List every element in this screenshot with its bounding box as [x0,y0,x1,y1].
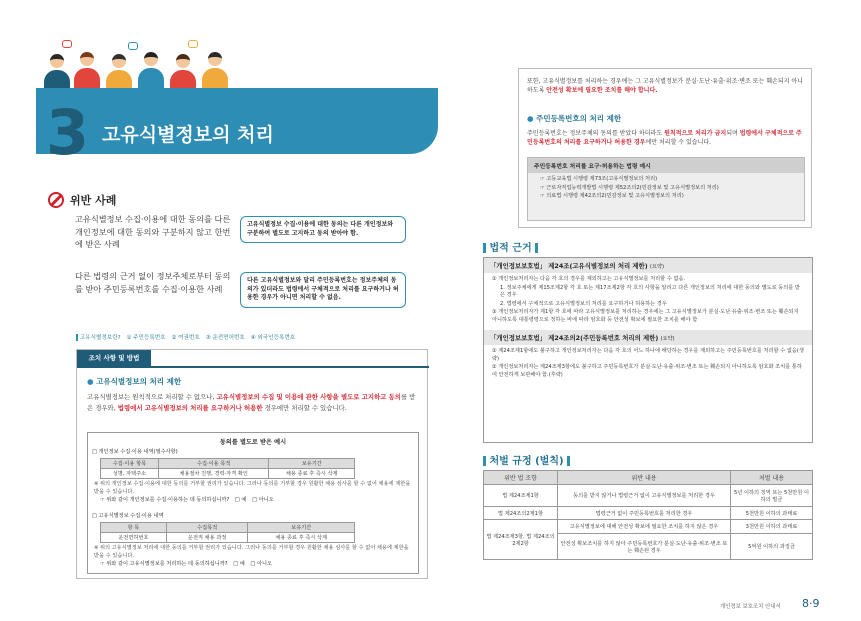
right-top-text: 또한, 고유식별정보를 처리하는 경우에는 그 고유식별정보가 분실·도난·유출·위조·변조 또는 훼손되지 아니하도록 [527,78,803,94]
right-top-subtitle: 주민등록번호의 처리 제한 [536,114,622,123]
footer-book-title: 개인정보 보호조치 안내서 [720,604,781,610]
form1-cell: 채용절차 진행, 경력·자격 확인 [158,469,269,479]
form1-question: ☞ 위와 같이 개인정보를 수집·이용하는 데 동의하십니까? [100,497,230,503]
form2-cell: 운전직 채용 과정 [166,533,248,543]
chapter-title: 고유식별정보의 처리 [102,124,274,146]
speech-bubble-icon [62,40,72,48]
id-types-label: 고유식별정보란? [79,335,121,341]
legal-basis-header [483,239,538,254]
form2-question-row [100,561,272,569]
measures-subtitle-row: ● 고유식별정보의 처리 제한 [87,377,182,386]
law2-tag: (요약) [660,336,675,343]
form2-header: 항 목 [101,523,167,533]
right-top-highlight: 법령에서 구체적으로 주민등록번호의 처리를 요구하거나 허용한 경우 [527,130,802,146]
penalty-header-cell: 처벌 내용 [731,471,813,485]
measures-subtitle: 고유식별정보의 처리 제한 [96,377,182,386]
law2-item: ② 개인정보처리자는 제24조제3항에도 불구하고 주민등록번호가 분실·도난·유출·위조·변조 또는 훼손되지 아니하도록 암호화 조치를 통하여 안전하게 보관해야 함.(후략) [492,364,802,378]
right-top-highlight: 원칙적으로 처리가 금지 [664,130,727,137]
id-type-item: ① 주민등록번호 [126,335,166,341]
id-types-line [76,333,295,341]
penalty-cell: 법 제24조의2제1항 [484,507,558,520]
penalty-header-cell: 위반 법 조항 [484,471,558,485]
right-top-para-b [527,129,807,147]
measures-para-text: 경우에만 처리할 수 있습니다. [262,403,347,412]
law1-item: ① 개인정보처리자는 다음 각 호의 경우를 제외하고는 고유식별정보를 처리할 수 없음. [492,276,686,282]
penalty-cell: 5천만원 이하의 과태료 [731,507,813,520]
measures-paragraph [87,392,419,413]
law-example-title: 주민등록번호 처리를 요구·허용하는 법령 예시 [528,158,804,173]
law2-item: ① 제24조제1항에도 불구하고 개인정보처리자는 다음 각 호의 어느 하나에 해당하는 경우를 제외하고는 주민등록번호를 처리할 수 없음(생략) [492,348,804,362]
law1-item: 1. 정보주체에게 제15조제2항 각 호 또는 제17조제2항 각 호의 사항을 알리고 다른 개인정보의 처리에 대한 동의와 별도로 동의를 받은 경우 [500,284,800,299]
measures-tab: 조치 사항 및 방법 [77,350,151,366]
law1-item: 2. 법령에서 구체적으로 고유식별정보의 처리를 요구하거나 허용하는 경우 [500,300,667,307]
law-example-item: ☞ 근로자직업능력개발법 시행령 제52조의2(민감정보 및 고유식별정보의 처리) [540,184,719,191]
penalty-cell: 법 제24조제1항 [484,485,558,507]
form1-cell: 채용 종료 후 즉시 삭제 [269,469,355,479]
example-title: 동의를 별도로 받은 예시 [219,439,287,446]
law-example-box [527,157,805,221]
right-top-panel [518,68,812,228]
form1-header: 수집·이용 목적 [158,459,269,469]
form2-header: 수집목적 [166,523,248,533]
form2-question: ☞ 위와 같이 고유식별정보를 처리하는 데 동의하십니까? [100,561,228,567]
law1-tag: (요약) [649,264,664,270]
table-row [484,507,813,520]
form1-header: 수집·이용 항목 [101,459,159,469]
form1-yes-checkbox[interactable]: □ 예 [234,497,247,503]
legal-basis-panel [483,257,813,443]
violation-title: 위반 사례 [70,194,117,207]
law1-title: 「개인정보보호법」 제24조(고유식별정보의 처리 제한) [490,262,648,270]
chapter-number: 3 [46,96,90,169]
measures-panel [76,349,428,579]
form1-note: ※ 위의 개인정보 수집·이용에 대한 동의를 거부할 권리가 있습니다. 그러나 동의를 거부할 경우 원활한 채용 심사를 할 수 없어 채용에 제한을 받을 수 있습니다. [94,481,411,495]
violation-case-2: 다른 법령의 근거 없이 정보주체로부터 동의를 받아 주민등록번호를 수집·이용한 사례 [75,271,231,294]
penalty-cell: 안전성 확보조치를 하지 않아 주민등록번호가 분실·도난·유출·위조·변조 또는 훼손된 경우 [558,534,731,560]
form2-label: □ 고유식별정보 수집·이용 내역 [92,513,164,519]
table-row [484,520,813,534]
form2-note: ※ 위의 고유식별정보 처리에 대한 동의를 거부할 권리가 있습니다. 그러나 동의를 거부할 경우 원활한 채용 심사를 할 수 없어 채용에 제한을 받을 수 있습니다. [94,545,409,559]
law-example-item: ☞ 의료법 시행령 제42조의2(민감정보 및 고유식별정보의 처리) [540,193,684,200]
measures-para-text: 를 받은 경우와, [87,393,416,412]
id-type-item: ② 여권번호 [171,335,200,341]
form1-cell: 성명, 자택주소 [101,469,159,479]
right-top-text: 주민등록번호는 정보주체의 동의를 받았다 하더라도 [527,130,665,137]
right-top-text: 에만 처리할 수 있습니다. [645,139,712,146]
measures-para-highlight: 고유식별정보의 수집 및 이용에 관한 사항을 별도로 고지하고 동의 [216,393,401,401]
form2-header: 보유기간 [248,523,355,533]
id-type-item: ③ 운전면허번호 [205,335,245,341]
measures-para-text: 고유식별정보는 원칙적으로 처리할 수 없으나, [87,393,217,401]
speech-bubble-icon [128,42,138,50]
example-box [87,432,419,574]
form1-label: □ 개인정보 수집·이용 내역(필수사항) [92,449,178,455]
form2-cell: 채용 종료 후 즉시 삭제 [248,533,355,543]
legal-basis-title: 법적 근거 [489,243,532,254]
penalty-cell: 법령근거 없이 주민등록번호를 처리한 경우 [558,507,731,520]
penalty-cell: 3천만원 이하의 과태료 [731,520,813,534]
penalty-header [483,452,570,467]
right-top-subtitle-row: ● 주민등록번호의 처리 제한 [527,114,622,123]
right-top-highlight: 안전성 확보에 필요한 조치를 해야 합니다. [546,87,658,94]
form2-yes-checkbox[interactable]: □ 예 [233,561,245,567]
speech-bubble-icon [188,40,198,48]
violation-case-1: 고유식별정보 수집·이용에 대한 동의를 다른 개인정보에 대한 동의와 구분하지 않고 한번에 받은 사례 [75,214,231,250]
penalty-cell: 고유식별정보에 대해 안전성 확보에 필요한 조치를 하지 않은 경우 [558,520,731,534]
penalty-cell: 동의를 받지 않거나 법령근거 없이 고유식별정보를 처리한 경우 [558,485,731,507]
violation-callout-1: 고유식별정보 수집·이용에 대한 동의는 다른 개인정보와 구분하여 별도로 고지하고 동의 받아야 함. [240,216,406,243]
measures-para-highlight: 법령에서 고유식별정보의 처리를 요구하거나 허용한 [117,403,263,412]
prohibited-icon [48,192,64,208]
penalty-table [483,470,813,560]
form1-header: 보유기간 [269,459,355,469]
right-top-text: 되며 [726,130,740,137]
table-row [484,485,813,507]
id-type-item: ④ 외국인등록번호 [250,335,296,341]
violation-header [48,192,116,208]
law2-title: 「개인정보보호법」 제24조의2(주민등록번호 처리의 제한) [490,334,659,343]
table-row [101,533,355,543]
violation-callout-2: 다른 고유식별정보와 달리 주민등록번호는 정보주체의 동의가 있더라도 법령에서 구체적으로 처리를 요구하거나 허용한 경우가 아니면 처리할 수 없음. [240,272,406,308]
form2-cell: 운전면허번호 [101,533,167,543]
law1-item: ③ 개인정보처리자가 제1항 각 호에 따라 고유식별정보를 처리하는 경우에는 그 고유식별정보가 분실·도난·유출·위조·변조 또는 훼손되지 아니하도록 대통령령으로 정하는 바에 따라 암호화 등 안전성 확보에 필요한 조치를 해야 함 [492,309,799,323]
form1-question-row [100,497,274,505]
law-example-item: ☞ 고등교육법 시행령 제73조(고유식별정보의 처리) [540,176,658,182]
penalty-cell: 5년 이하의 징역 또는 5천만원 이하의 벌금 [731,485,813,507]
penalty-title: 처벌 규정 (벌칙) [489,456,564,467]
form2-table [100,522,355,543]
people-illustration [38,40,238,90]
form1-no-checkbox[interactable]: □ 아니오 [252,497,274,503]
penalty-cell: 법 제24조제3항, 법 제24조의2제2항 [484,520,558,560]
law1-title-row [484,258,812,273]
form2-no-checkbox[interactable]: □ 아니오 [250,561,273,567]
form1-table [100,458,355,479]
table-row [101,469,355,479]
law2-title-row [484,330,812,345]
penalty-cell: 5억원 이하의 과징금 [731,534,813,560]
page-number: 8·9 [802,597,820,610]
right-top-para-a [527,77,807,95]
penalty-header-cell: 위반 내용 [558,471,731,485]
